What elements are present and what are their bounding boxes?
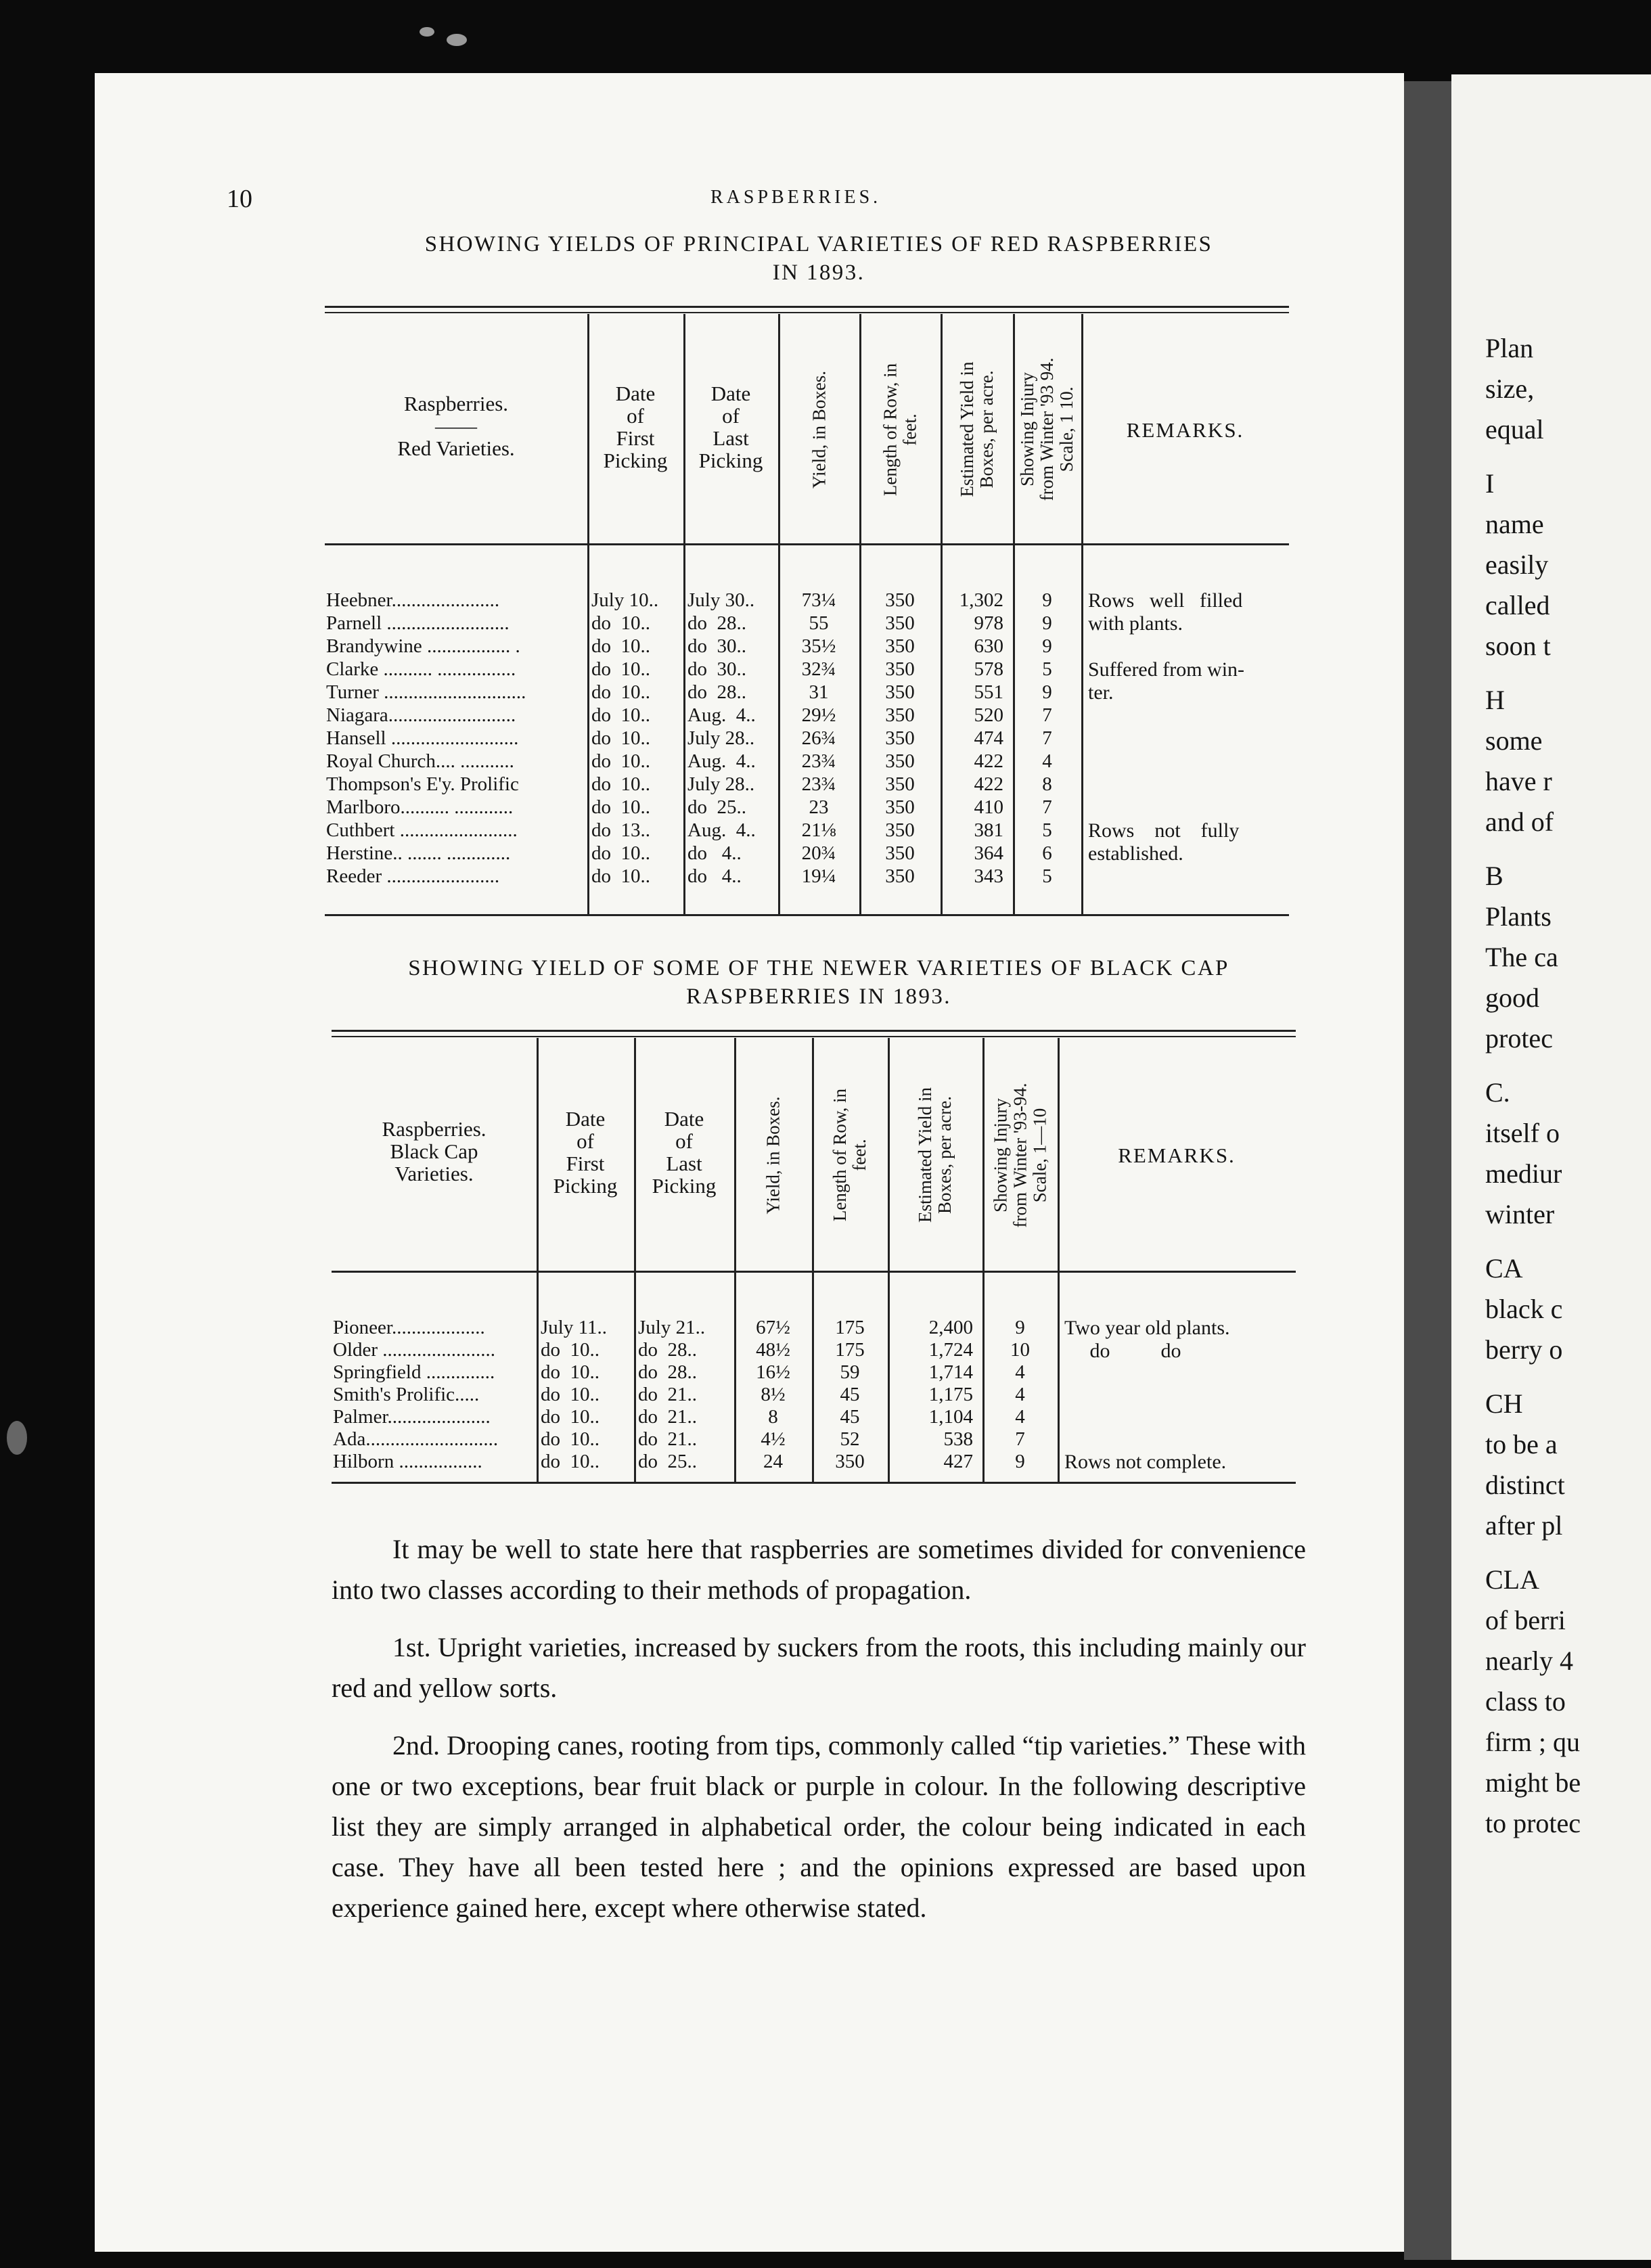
header-last xyxy=(683,382,778,472)
injury-value: 5 xyxy=(1042,865,1052,887)
header-remarks: REMARKS. xyxy=(1118,1143,1236,1167)
last-picking: do 25.. xyxy=(687,796,746,818)
facing-page-line: size, xyxy=(1485,373,1535,404)
header-line: Date xyxy=(664,1107,704,1131)
injury-value: 4 xyxy=(1015,1406,1025,1428)
length-value: 175 xyxy=(835,1339,865,1361)
table-row xyxy=(0,1428,1651,1451)
variety-name: Royal Church.... ........... xyxy=(326,750,514,772)
variety-name: Niagara.......................... xyxy=(326,704,516,726)
header-line: Picking xyxy=(553,1174,618,1198)
estimated-value: 410 xyxy=(974,796,1003,818)
last-picking: do 21.. xyxy=(638,1406,697,1428)
variety-name: Palmer..................... xyxy=(333,1406,491,1428)
header-variety xyxy=(325,392,587,459)
length-value: 350 xyxy=(885,750,915,772)
estimated-value: 978 xyxy=(974,612,1003,634)
header-line: Date xyxy=(710,381,751,405)
variety-name: Hansell .......................... xyxy=(326,727,519,749)
last-picking: do 21.. xyxy=(638,1384,697,1405)
header-line: feet. xyxy=(899,413,920,446)
remark-line: do do xyxy=(1064,1340,1181,1362)
remark-line: Rows well filled xyxy=(1088,589,1243,612)
header-line: Length of Row, in xyxy=(830,1088,850,1222)
yield-value: 26¾ xyxy=(801,727,836,749)
table-row xyxy=(0,1384,1651,1406)
remark-line: established. xyxy=(1088,842,1183,865)
top-double-rule xyxy=(332,1036,1296,1037)
length-value: 350 xyxy=(885,727,915,749)
injury-value: 7 xyxy=(1042,796,1052,818)
page-number: 10 xyxy=(227,185,252,213)
header-line: Raspberries. xyxy=(403,391,509,415)
facing-page-line: C. xyxy=(1485,1077,1510,1108)
facing-page-line: Plan xyxy=(1485,333,1534,363)
header-line: Picking xyxy=(652,1174,717,1198)
header-length xyxy=(814,1046,886,1264)
first-picking: do 10.. xyxy=(591,658,650,680)
estimated-value: 343 xyxy=(974,865,1003,887)
length-value: 59 xyxy=(840,1361,860,1383)
estimated-value: 538 xyxy=(943,1428,973,1450)
header-line: feet. xyxy=(849,1139,869,1171)
estimated-value: 474 xyxy=(974,727,1003,749)
specks xyxy=(420,27,434,37)
length-value: 175 xyxy=(835,1317,865,1338)
yield-value: 23¾ xyxy=(801,773,836,795)
last-picking: July 30.. xyxy=(687,589,755,611)
facing-page-line: CH xyxy=(1485,1388,1523,1419)
header-line: Estimated Yield in xyxy=(956,361,977,497)
facing-page-line: good xyxy=(1485,982,1539,1013)
variety-name: Pioneer................... xyxy=(333,1317,485,1338)
injury-value: 5 xyxy=(1042,658,1052,680)
yield-value: 16½ xyxy=(756,1361,790,1383)
last-picking: do 30.. xyxy=(687,635,746,657)
first-picking: do 10.. xyxy=(541,1339,600,1361)
variety-name: Clarke .......... ................ xyxy=(326,658,516,680)
facing-page-line: name xyxy=(1485,509,1544,539)
yield-value: 67½ xyxy=(756,1317,790,1338)
remark xyxy=(1064,1451,1292,1474)
yield-value: 48½ xyxy=(756,1339,790,1361)
length-value: 45 xyxy=(840,1384,860,1405)
last-picking: July 28.. xyxy=(687,727,755,749)
header-line: Scale, 1—10 xyxy=(1029,1108,1049,1202)
header-line: Picking xyxy=(603,448,668,472)
top-double-rule xyxy=(325,312,1289,313)
specks xyxy=(447,34,467,46)
facing-page-line: B xyxy=(1485,861,1503,891)
facing-page-line: easily xyxy=(1485,549,1549,580)
last-picking: Aug. 4.. xyxy=(687,750,756,772)
facing-page-line: distinct xyxy=(1485,1470,1565,1500)
paragraph-drooping: 2nd. Drooping canes, rooting from tips, commonly called “tip varieties.” These with one or two exceptions, bear fruit black or purple in colour. In the following descriptive list they are simply arranged in alphabetical order, the colour being indicated in each case. They have all been tested here ; and the opinions expressed are based upon experience gained here, except where otherwise stated. xyxy=(332,1730,1306,1923)
facing-page-line: Plants xyxy=(1485,901,1552,932)
length-value: 350 xyxy=(885,773,915,795)
injury-value: 9 xyxy=(1042,589,1052,611)
last-picking: do 28.. xyxy=(638,1339,697,1361)
estimated-value: 551 xyxy=(974,681,1003,703)
top-double-rule xyxy=(332,1030,1296,1032)
yield-value: 24 xyxy=(763,1451,783,1472)
variety-name: Ada........................... xyxy=(333,1428,499,1450)
facing-page-line: to protec xyxy=(1485,1808,1581,1838)
paragraph-upright: 1st. Upright varieties, increased by suckers from the roots, this including mainly our red and yellow sorts. xyxy=(332,1632,1306,1703)
variety-name: Parnell ......................... xyxy=(326,612,510,634)
header-line: Raspberries. xyxy=(382,1117,487,1141)
estimated-value: 2,400 xyxy=(928,1317,973,1338)
bottom-rule xyxy=(332,1482,1296,1484)
yield-value: 8½ xyxy=(761,1384,786,1405)
header-line: from Winter '93 94. xyxy=(1037,357,1057,501)
injury-value: 9 xyxy=(1015,1317,1025,1338)
header-line: Yield, in Boxes. xyxy=(763,1096,783,1214)
estimated-value: 422 xyxy=(974,773,1003,795)
table-row xyxy=(0,658,1651,681)
first-picking: do 10.. xyxy=(591,704,650,726)
first-picking: do 10.. xyxy=(591,773,650,795)
facing-page-line: mediur xyxy=(1485,1158,1562,1189)
length-value: 52 xyxy=(840,1428,860,1450)
header-line: Picking xyxy=(698,448,763,472)
estimated-value: 630 xyxy=(974,635,1003,657)
last-picking: do 28.. xyxy=(687,681,746,703)
estimated-value: 1,104 xyxy=(928,1406,973,1428)
variety-name: Smith's Prolific..... xyxy=(333,1384,480,1405)
first-picking: do 10.. xyxy=(591,612,650,634)
length-value: 350 xyxy=(885,842,915,864)
facing-page-line: class to xyxy=(1485,1686,1566,1717)
yield-value: 31 xyxy=(809,681,829,703)
facing-page-line: berry o xyxy=(1485,1334,1563,1365)
table-row xyxy=(0,865,1651,888)
injury-value: 4 xyxy=(1015,1361,1025,1383)
yield-value: 21⅛ xyxy=(801,819,836,841)
first-picking: do 10.. xyxy=(591,865,650,887)
header-last xyxy=(634,1108,734,1197)
header-line: of xyxy=(576,1129,594,1153)
variety-name: Springfield .............. xyxy=(333,1361,495,1383)
header-estimated xyxy=(943,322,1011,537)
last-picking: July 21.. xyxy=(638,1317,706,1338)
header-line: from Winter '93-94. xyxy=(1010,1083,1030,1227)
length-value: 45 xyxy=(840,1406,860,1428)
header-line: First xyxy=(616,426,655,450)
variety-name: Cuthbert ........................ xyxy=(326,819,518,841)
header-line: Last xyxy=(713,426,749,450)
header-line: Date xyxy=(615,381,656,405)
facing-page-line: have r xyxy=(1485,766,1552,796)
estimated-value: 1,175 xyxy=(928,1384,973,1405)
facing-page-line: equal xyxy=(1485,414,1544,445)
last-picking: do 28.. xyxy=(687,612,746,634)
yield-value: 4½ xyxy=(761,1428,786,1450)
last-picking: do 30.. xyxy=(687,658,746,680)
header-injury xyxy=(985,1046,1056,1264)
facing-page-line: might be xyxy=(1485,1767,1581,1798)
facing-page-line: and of xyxy=(1485,807,1554,837)
first-picking: do 10.. xyxy=(541,1406,600,1428)
injury-value: 4 xyxy=(1015,1384,1025,1405)
yield-value: 32¾ xyxy=(801,658,836,680)
facing-page-line: CA xyxy=(1485,1253,1523,1284)
table-row xyxy=(0,819,1651,842)
last-picking: do 28.. xyxy=(638,1361,697,1383)
estimated-value: 364 xyxy=(974,842,1003,864)
estimated-value: 1,302 xyxy=(959,589,1003,611)
variety-name: Thompson's E'y. Prolific xyxy=(326,773,519,795)
yield-value: 29½ xyxy=(801,704,836,726)
estimated-value: 1,714 xyxy=(928,1361,973,1383)
injury-value: 6 xyxy=(1042,842,1052,864)
injury-value: 5 xyxy=(1042,819,1052,841)
header-variety xyxy=(332,1118,537,1185)
bottom-rule xyxy=(325,914,1289,916)
running-head: RASPBERRIES. xyxy=(710,187,882,208)
injury-value: 9 xyxy=(1042,612,1052,634)
facing-page-line: protec xyxy=(1485,1023,1553,1053)
facing-page-line: called xyxy=(1485,590,1550,620)
header-rule xyxy=(325,543,1289,545)
page-gutter xyxy=(1404,81,1451,2260)
variety-name: Heebner...................... xyxy=(326,589,500,611)
table-row xyxy=(0,1451,1651,1473)
facing-page-line: itself o xyxy=(1485,1118,1560,1148)
first-picking: do 10.. xyxy=(541,1384,600,1405)
facing-page-line: firm ; qu xyxy=(1485,1727,1580,1757)
injury-value: 10 xyxy=(1010,1339,1030,1361)
estimated-value: 1,724 xyxy=(928,1339,973,1361)
length-value: 350 xyxy=(885,589,915,611)
remark-line: Two year old plants. xyxy=(1064,1317,1230,1339)
header-line: Scale, 1 10. xyxy=(1056,386,1077,472)
table-row xyxy=(0,727,1651,750)
header-length xyxy=(861,322,938,537)
first-picking: do 10.. xyxy=(541,1428,600,1450)
table-row xyxy=(0,681,1651,704)
facing-page-line: The ca xyxy=(1485,942,1558,972)
variety-name: Turner ............................. xyxy=(326,681,526,703)
header-line: Boxes, per acre. xyxy=(976,370,997,489)
last-picking: July 28.. xyxy=(687,773,755,795)
first-picking: do 10.. xyxy=(591,842,650,864)
injury-value: 9 xyxy=(1042,635,1052,657)
first-picking: do 10.. xyxy=(591,727,650,749)
remark xyxy=(1088,589,1285,635)
table-row xyxy=(0,796,1651,819)
length-value: 350 xyxy=(885,658,915,680)
header-line: Last xyxy=(666,1152,702,1175)
header-line: of xyxy=(627,403,644,428)
variety-name: Older ....................... xyxy=(333,1339,496,1361)
yield-value: 19¼ xyxy=(801,865,836,887)
header-line: Length of Row, in xyxy=(880,363,900,496)
yield-value: 73¼ xyxy=(801,589,836,611)
remark-line: Rows not complete. xyxy=(1064,1451,1227,1473)
last-picking: Aug. 4.. xyxy=(687,704,756,726)
estimated-value: 381 xyxy=(974,819,1003,841)
remark-line: Rows not fully xyxy=(1088,819,1240,842)
variety-name: Marlboro.......... ............ xyxy=(326,796,514,818)
header-remarks: REMARKS. xyxy=(1126,417,1244,442)
header-line: First xyxy=(566,1152,605,1175)
header-line: Showing Injury xyxy=(1017,372,1037,486)
last-picking: do 25.. xyxy=(638,1451,697,1472)
table-row xyxy=(0,589,1651,612)
facing-page-line: nearly 4 xyxy=(1485,1646,1573,1676)
remark-line: ter. xyxy=(1088,681,1114,704)
length-value: 350 xyxy=(885,796,915,818)
header-yield xyxy=(780,322,857,537)
injury-value: 9 xyxy=(1042,681,1052,703)
facing-page-line: H xyxy=(1485,685,1505,715)
first-picking: do 10.. xyxy=(541,1451,600,1472)
last-picking: Aug. 4.. xyxy=(687,819,756,841)
table-row xyxy=(0,635,1651,658)
length-value: 350 xyxy=(885,681,915,703)
facing-page-line: black c xyxy=(1485,1294,1563,1324)
table1-title: SHOWING YIELDS OF PRINCIPAL VARIETIES OF RED RASPBERRIES IN 1893. xyxy=(424,232,1213,285)
estimated-value: 422 xyxy=(974,750,1003,772)
yield-value: 55 xyxy=(809,612,829,634)
remark-line: with plants. xyxy=(1088,612,1183,635)
first-picking: do 10.. xyxy=(591,796,650,818)
remark-line: Suffered from win- xyxy=(1088,658,1245,681)
facing-page-line: I xyxy=(1485,468,1495,499)
length-value: 350 xyxy=(885,704,915,726)
first-picking: do 10.. xyxy=(591,635,650,657)
header-line: Showing Injury xyxy=(990,1097,1010,1212)
table2-title: SHOWING YIELD OF SOME OF THE NEWER VARIETIES OF BLACK CAP RASPBERRIES IN 1893. xyxy=(408,956,1229,1009)
injury-value: 8 xyxy=(1042,773,1052,795)
header-line: of xyxy=(675,1129,693,1153)
table-row xyxy=(0,704,1651,727)
first-picking: do 13.. xyxy=(591,819,650,841)
length-value: 350 xyxy=(885,612,915,634)
injury-value: 7 xyxy=(1042,727,1052,749)
variety-name: Hilborn ................. xyxy=(333,1451,482,1472)
injury-value: 9 xyxy=(1015,1451,1025,1472)
facing-page-line: of berri xyxy=(1485,1605,1566,1635)
table-row xyxy=(0,1317,1651,1339)
yield-value: 8 xyxy=(768,1406,778,1428)
yield-value: 23 xyxy=(809,796,829,818)
facing-page-line: to be a xyxy=(1485,1429,1558,1459)
estimated-value: 427 xyxy=(943,1451,973,1472)
last-picking: do 4.. xyxy=(687,842,742,864)
facing-page-line: some xyxy=(1485,725,1543,756)
facing-page-line: CLA xyxy=(1485,1564,1539,1595)
header-yield xyxy=(736,1046,810,1264)
length-value: 350 xyxy=(885,819,915,841)
header-estimated xyxy=(890,1046,980,1264)
table-row xyxy=(0,773,1651,796)
header-first xyxy=(587,382,683,472)
table-row xyxy=(0,1406,1651,1428)
first-picking: do 10.. xyxy=(591,681,650,703)
length-value: 350 xyxy=(835,1451,865,1472)
variety-name: Herstine.. ....... ............. xyxy=(326,842,511,864)
estimated-value: 578 xyxy=(974,658,1003,680)
header-line: Varieties. xyxy=(394,1162,474,1185)
length-value: 350 xyxy=(885,635,915,657)
variety-name: Reeder ....................... xyxy=(326,865,500,887)
remark xyxy=(1088,819,1285,865)
first-picking: do 10.. xyxy=(591,750,650,772)
table-row xyxy=(0,842,1651,865)
header-line: Red Varieties. xyxy=(397,436,515,460)
yield-value: 23¾ xyxy=(801,750,836,772)
table-row xyxy=(0,1361,1651,1384)
yield-value: 35½ xyxy=(801,635,836,657)
header-line: —— xyxy=(435,413,477,438)
yield-value: 20¾ xyxy=(801,842,836,864)
table-row xyxy=(0,612,1651,635)
length-value: 350 xyxy=(885,865,915,887)
header-line: Estimated Yield in xyxy=(915,1087,935,1223)
header-line: Boxes, per acre. xyxy=(934,1096,955,1214)
header-line: Date xyxy=(565,1107,606,1131)
remark xyxy=(1064,1317,1292,1363)
table-row xyxy=(0,750,1651,773)
header-first xyxy=(537,1108,634,1197)
remark xyxy=(1088,658,1285,704)
first-picking: July 11.. xyxy=(541,1317,608,1338)
estimated-value: 520 xyxy=(974,704,1003,726)
header-line: Yield, in Boxes. xyxy=(808,370,829,489)
facing-page-line: winter xyxy=(1485,1199,1555,1229)
table-row xyxy=(0,1339,1651,1361)
injury-value: 7 xyxy=(1042,704,1052,726)
facing-page-line: soon t xyxy=(1485,631,1551,661)
injury-value: 7 xyxy=(1015,1428,1025,1450)
header-injury xyxy=(1015,322,1079,537)
first-picking: do 10.. xyxy=(541,1361,600,1383)
facing-page-line: after pl xyxy=(1485,1510,1563,1541)
paragraph-classes: It may be well to state here that raspberries are sometimes divided for convenience into two classes according to their methods of propagation. xyxy=(332,1534,1306,1605)
last-picking: do 4.. xyxy=(687,865,742,887)
top-double-rule xyxy=(325,306,1289,308)
header-line: of xyxy=(722,403,740,428)
variety-name: Brandywine ................. . xyxy=(326,635,520,657)
header-line: Black Cap xyxy=(390,1139,478,1163)
injury-value: 4 xyxy=(1042,750,1052,772)
first-picking: July 10.. xyxy=(591,589,659,611)
last-picking: do 21.. xyxy=(638,1428,697,1450)
